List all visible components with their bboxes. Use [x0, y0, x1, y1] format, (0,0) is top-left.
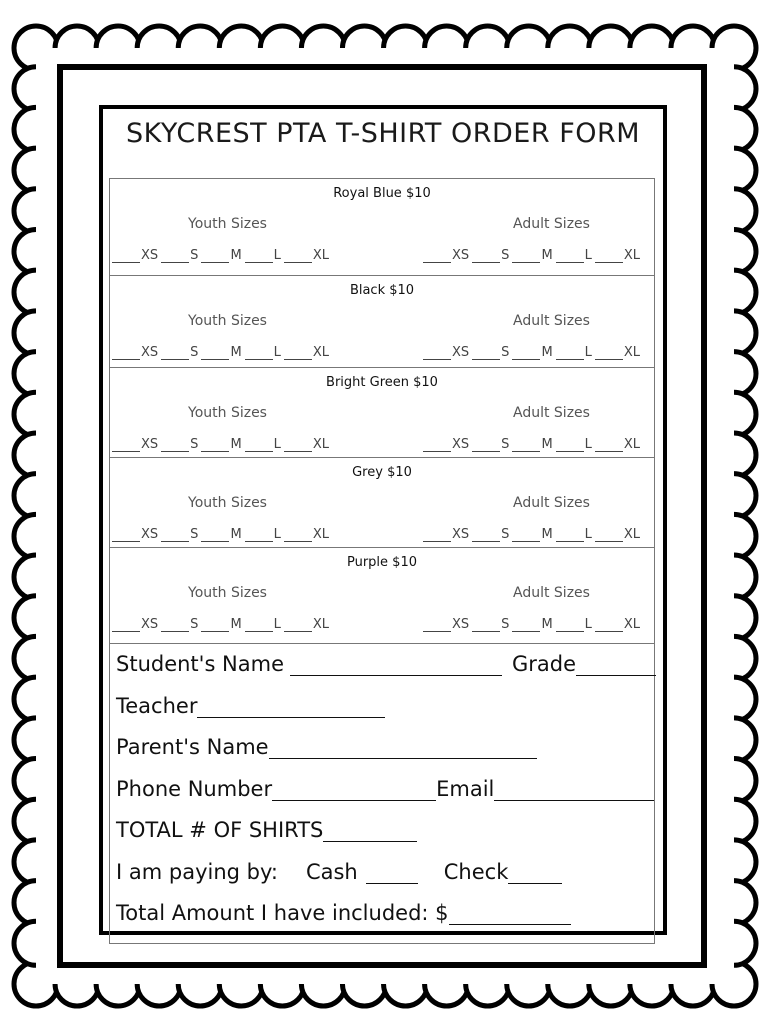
size-slot: [161, 437, 198, 452]
size-label: L: [584, 527, 592, 542]
size-slot: [556, 617, 592, 632]
teacher-field[interactable]: [197, 699, 385, 718]
adult-sizes-heading: Adult Sizes: [513, 313, 590, 329]
color-label: Grey $10: [352, 465, 412, 480]
size-quantity-blank[interactable]: [201, 440, 229, 452]
size-slot: [284, 248, 329, 263]
size-label: M: [541, 437, 553, 452]
size-quantity-blank[interactable]: [472, 251, 500, 263]
parent-name-label: Parent's Name: [116, 735, 269, 759]
size-label: L: [273, 345, 281, 360]
size-quantity-blank[interactable]: [595, 620, 623, 632]
teacher-line: [116, 694, 385, 718]
size-quantity-blank[interactable]: [284, 348, 312, 360]
youth-sizes-heading: Youth Sizes: [188, 585, 267, 601]
size-slot: [512, 437, 552, 452]
phone-field[interactable]: [272, 782, 436, 801]
size-slot: [512, 248, 552, 263]
grade-field[interactable]: [576, 657, 656, 676]
size-label: L: [273, 527, 281, 542]
size-quantity-blank[interactable]: [556, 348, 584, 360]
size-slot: [472, 345, 509, 360]
total-amount-field[interactable]: [449, 906, 571, 925]
size-quantity-blank[interactable]: [284, 620, 312, 632]
youth-size-row: [112, 617, 332, 632]
size-slot: [556, 345, 592, 360]
size-slot: [245, 437, 281, 452]
adult-sizes-heading: Adult Sizes: [513, 216, 590, 232]
size-quantity-blank[interactable]: [423, 348, 451, 360]
size-quantity-blank[interactable]: [595, 530, 623, 542]
size-quantity-blank[interactable]: [112, 530, 140, 542]
size-quantity-blank[interactable]: [201, 348, 229, 360]
check-field[interactable]: [508, 865, 562, 884]
size-quantity-blank[interactable]: [284, 440, 312, 452]
size-quantity-blank[interactable]: [245, 530, 273, 542]
cash-field[interactable]: [366, 865, 418, 884]
color-label: Royal Blue $10: [333, 186, 431, 201]
youth-sizes-heading: Youth Sizes: [188, 216, 267, 232]
total-shirts-label: TOTAL # OF SHIRTS: [116, 818, 324, 842]
size-label: M: [541, 617, 553, 632]
student-info-line: [116, 652, 656, 676]
size-slot: [423, 437, 469, 452]
size-slot: [245, 617, 281, 632]
check-label: Check: [443, 860, 509, 884]
size-label: M: [230, 248, 242, 263]
size-quantity-blank[interactable]: [284, 251, 312, 263]
size-slot: [201, 345, 241, 360]
size-label: XS: [141, 527, 159, 542]
size-slot: [423, 248, 469, 263]
student-name-field[interactable]: [290, 657, 502, 676]
size-quantity-blank[interactable]: [245, 348, 273, 360]
size-label: XS: [452, 345, 470, 360]
size-quantity-blank[interactable]: [161, 530, 189, 542]
size-label: M: [230, 437, 242, 452]
size-label: M: [541, 248, 553, 263]
size-slot: [161, 345, 198, 360]
size-quantity-blank[interactable]: [423, 440, 451, 452]
size-slot: [556, 437, 592, 452]
size-slot: [423, 527, 469, 542]
size-quantity-blank[interactable]: [472, 440, 500, 452]
size-slot: [512, 617, 552, 632]
youth-sizes-heading: Youth Sizes: [188, 313, 267, 329]
size-slot: [512, 527, 552, 542]
adult-size-row: [423, 437, 643, 452]
size-label: L: [273, 248, 281, 263]
size-slot: [472, 617, 509, 632]
youth-size-row: [112, 345, 332, 360]
color-block-grey: [110, 458, 654, 548]
size-quantity-blank[interactable]: [595, 251, 623, 263]
size-slot: [556, 248, 592, 263]
color-block-bright-green: [110, 368, 654, 458]
size-quantity-blank[interactable]: [472, 530, 500, 542]
grade-label: Grade: [512, 652, 577, 676]
size-label: S: [190, 345, 199, 360]
color-block-purple: [110, 548, 654, 644]
size-slot: [161, 617, 198, 632]
youth-size-row: [112, 248, 332, 263]
adult-sizes-heading: Adult Sizes: [513, 405, 590, 421]
size-quantity-blank[interactable]: [201, 620, 229, 632]
size-slot: [512, 345, 552, 360]
size-quantity-blank[interactable]: [161, 620, 189, 632]
adult-sizes-heading: Adult Sizes: [513, 495, 590, 511]
size-quantity-blank[interactable]: [112, 348, 140, 360]
size-slot: [201, 248, 241, 263]
size-quantity-blank[interactable]: [512, 348, 540, 360]
size-slot: [161, 248, 198, 263]
size-slot: [472, 527, 509, 542]
color-label: Bright Green $10: [326, 375, 438, 390]
size-quantity-blank[interactable]: [512, 440, 540, 452]
size-label: XS: [452, 437, 470, 452]
size-quantity-blank[interactable]: [112, 620, 140, 632]
size-label: L: [584, 248, 592, 263]
size-quantity-blank[interactable]: [556, 440, 584, 452]
youth-size-row: [112, 527, 332, 542]
total-amount-line: [116, 901, 571, 925]
cash-label: Cash: [305, 860, 358, 884]
size-slot: [472, 437, 509, 452]
teacher-label: Teacher: [116, 694, 198, 718]
color-block-black: [110, 276, 654, 368]
size-label: M: [541, 527, 553, 542]
size-label: XL: [623, 248, 641, 263]
adult-size-row: [423, 527, 643, 542]
size-quantity-blank[interactable]: [245, 251, 273, 263]
student-name-label: Student's Name: [116, 652, 285, 676]
parent-line: [116, 735, 537, 759]
size-label: S: [190, 617, 199, 632]
size-label: S: [190, 248, 199, 263]
size-slot: [112, 527, 158, 542]
size-label: XS: [141, 437, 159, 452]
size-label: XL: [623, 617, 641, 632]
youth-sizes-heading: Youth Sizes: [188, 405, 267, 421]
size-quantity-blank[interactable]: [201, 530, 229, 542]
size-label: S: [501, 437, 510, 452]
size-label: XL: [312, 248, 330, 263]
size-label: XS: [141, 345, 159, 360]
size-quantity-blank[interactable]: [161, 440, 189, 452]
size-label: S: [501, 345, 510, 360]
form-title: SKYCREST PTA T-SHIRT ORDER FORM: [125, 118, 641, 149]
color-block-royal-blue: [110, 179, 654, 276]
size-slot: [423, 345, 469, 360]
size-slot: [112, 345, 158, 360]
email-label: Email: [436, 777, 495, 801]
size-slot: [245, 248, 281, 263]
size-quantity-blank[interactable]: [556, 530, 584, 542]
size-label: M: [230, 527, 242, 542]
youth-size-row: [112, 437, 332, 452]
size-quantity-blank[interactable]: [284, 530, 312, 542]
size-label: XL: [312, 527, 330, 542]
size-slot: [201, 437, 241, 452]
size-quantity-blank[interactable]: [595, 440, 623, 452]
size-quantity-blank[interactable]: [556, 251, 584, 263]
size-label: XL: [623, 437, 641, 452]
size-label: M: [541, 345, 553, 360]
size-slot: [284, 437, 329, 452]
size-quantity-blank[interactable]: [112, 440, 140, 452]
size-label: XL: [623, 527, 641, 542]
size-slot: [595, 527, 640, 542]
size-label: XL: [312, 617, 330, 632]
size-slot: [595, 437, 640, 452]
phone-label: Phone Number: [116, 777, 273, 801]
size-label: L: [584, 345, 592, 360]
size-label: XL: [312, 437, 330, 452]
size-slot: [161, 527, 198, 542]
email-field[interactable]: [494, 782, 654, 801]
total-shirts-field[interactable]: [323, 823, 417, 842]
contact-line: [116, 777, 654, 801]
size-quantity-blank[interactable]: [512, 251, 540, 263]
size-slot: [423, 617, 469, 632]
size-slot: [201, 617, 241, 632]
size-label: L: [273, 617, 281, 632]
size-quantity-blank[interactable]: [423, 620, 451, 632]
size-label: XS: [452, 527, 470, 542]
size-label: XS: [141, 248, 159, 263]
size-quantity-blank[interactable]: [512, 620, 540, 632]
size-quantity-blank[interactable]: [161, 251, 189, 263]
size-quantity-blank[interactable]: [112, 251, 140, 263]
adult-size-row: [423, 345, 643, 360]
size-slot: [245, 527, 281, 542]
size-quantity-blank[interactable]: [472, 620, 500, 632]
size-label: M: [230, 617, 242, 632]
size-label: XS: [452, 248, 470, 263]
size-label: XS: [141, 617, 159, 632]
parent-name-field[interactable]: [269, 740, 537, 759]
size-quantity-blank[interactable]: [245, 440, 273, 452]
size-slot: [472, 248, 509, 263]
size-slot: [112, 248, 158, 263]
size-slot: [284, 617, 329, 632]
size-label: L: [584, 437, 592, 452]
adult-sizes-heading: Adult Sizes: [513, 585, 590, 601]
size-label: S: [190, 437, 199, 452]
size-quantity-blank[interactable]: [512, 530, 540, 542]
size-slot: [556, 527, 592, 542]
size-quantity-blank[interactable]: [595, 348, 623, 360]
size-label: S: [501, 248, 510, 263]
size-slot: [595, 248, 640, 263]
total-amount-label: Total Amount I have included: $: [116, 901, 449, 925]
size-label: L: [584, 617, 592, 632]
size-label: S: [501, 617, 510, 632]
size-label: S: [501, 527, 510, 542]
size-quantity-blank[interactable]: [423, 251, 451, 263]
size-quantity-blank[interactable]: [201, 251, 229, 263]
total-shirts-line: [116, 818, 417, 842]
color-label: Black $10: [349, 283, 415, 298]
size-slot: [595, 345, 640, 360]
size-label: S: [190, 527, 199, 542]
size-quantity-blank[interactable]: [472, 348, 500, 360]
size-label: M: [230, 345, 242, 360]
size-slot: [112, 617, 158, 632]
size-slot: [201, 527, 241, 542]
adult-size-row: [423, 617, 643, 632]
size-slot: [284, 345, 329, 360]
size-slot: [112, 437, 158, 452]
size-slot: [595, 617, 640, 632]
size-quantity-blank[interactable]: [161, 348, 189, 360]
size-quantity-blank[interactable]: [423, 530, 451, 542]
size-quantity-blank[interactable]: [556, 620, 584, 632]
paying-by-label: I am paying by:: [116, 860, 278, 884]
size-label: XL: [312, 345, 330, 360]
color-label: Purple $10: [346, 555, 417, 570]
size-label: XL: [623, 345, 641, 360]
size-quantity-blank[interactable]: [245, 620, 273, 632]
size-label: L: [273, 437, 281, 452]
payment-line: [116, 860, 562, 884]
youth-sizes-heading: Youth Sizes: [188, 495, 267, 511]
size-slot: [284, 527, 329, 542]
size-label: XS: [452, 617, 470, 632]
adult-size-row: [423, 248, 643, 263]
size-slot: [245, 345, 281, 360]
